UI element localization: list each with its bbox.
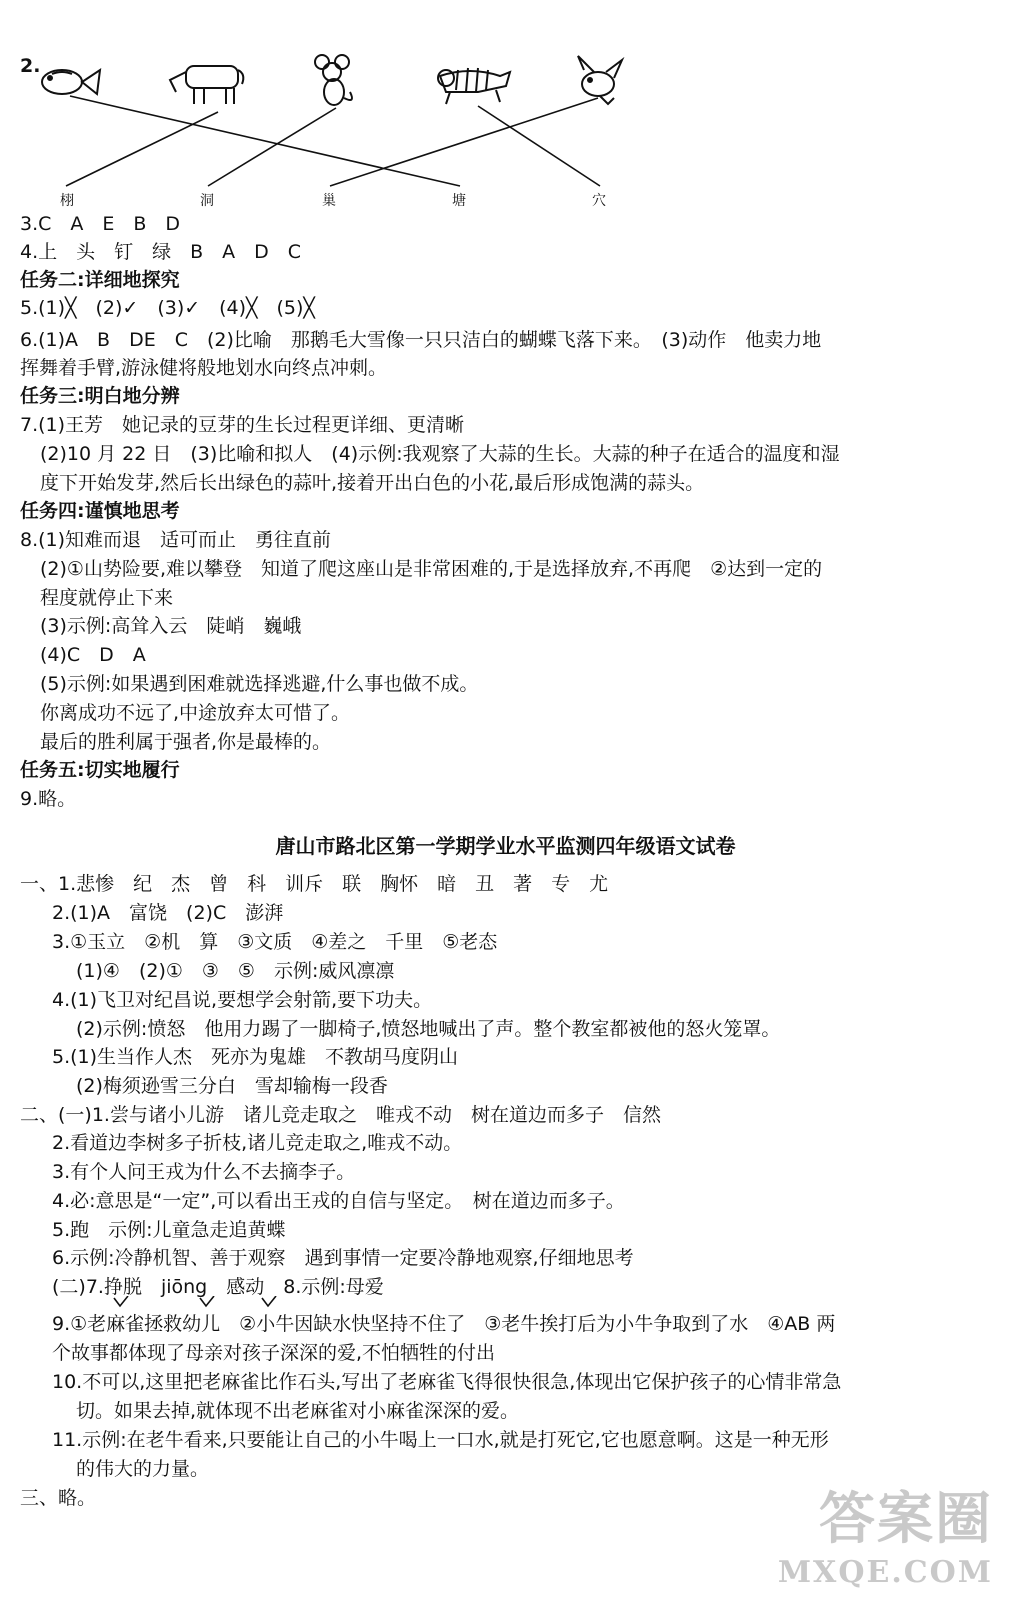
task-5-heading: 任务五:切实地履行 (20, 759, 180, 781)
answer-6-cont: 挥舞着手臂,游泳健将般地划水向终点冲刺。 (20, 357, 388, 379)
task-3-heading: 任务三:明白地分辨 (20, 385, 180, 407)
task-4-heading: 任务四:谨慎地思考 (20, 500, 180, 522)
part2-q5: 5.跑 示例:儿童急走追黄蝶 (52, 1219, 286, 1241)
part3: 三、略。 (20, 1487, 97, 1509)
exam-title: 唐山市路北区第一学期学业水平监测四年级语文试卷 (275, 834, 736, 858)
watermark-logo (778, 1475, 993, 1590)
answer-6: 6.(1)A B DE C (2)比喻 那鹅毛大雪像一只只洁白的蝴蝶飞落下来。 (3)动作 他卖力地 (20, 329, 822, 351)
answer-5: 5.(1)╳ (2)✓ (3)✓ (4)╳ (5)╳ (20, 297, 315, 319)
part2-q7: (二)7.挣脱 jiōng 感动 8.示例:母爱 (52, 1276, 384, 1298)
part2-q11-cont: 的伟大的力量。 (76, 1458, 210, 1480)
answer-4: 4.上 头 钉 绿 B A D C (20, 241, 302, 263)
match-label-2: 洞 (200, 193, 214, 209)
part1-q2: 2.(1)A 富饶 (2)C 澎湃 (52, 902, 284, 924)
watermark-line2: MXQE.COM (777, 1555, 993, 1590)
bird-icon (578, 56, 622, 104)
matching-figure (0, 0, 1011, 220)
part2-q10: 10.不可以,这里把老麻雀比作石头,写出了老麻雀飞得很快很急,体现出它保护孩子的心情非常急 (52, 1371, 842, 1393)
mouse-icon (315, 55, 352, 105)
part1-q4: 4.(1)飞卫对纪昌说,要想学会射箭,要下功夫。 (52, 989, 433, 1011)
answer-8-4: (4)C D A (40, 644, 146, 666)
pinyin-marks (110, 1296, 350, 1310)
matching-lines (66, 96, 600, 186)
answer-7: 7.(1)王芳 她记录的豆芽的生长过程更详细、更清晰 (20, 414, 465, 436)
part1-q3-sub: (1)④ (2)① ③ ⑤ 示例:威风凛凛 (76, 960, 395, 982)
matching-svg (0, 0, 1011, 220)
part1-q1: 一、1.悲惨 纪 杰 曾 科 训斥 联 胸怀 暗 丑 著 专 尤 (20, 873, 609, 895)
part1-q4-2: (2)示例:愤怒 他用力踢了一脚椅子,愤怒地喊出了声。整个教室都被他的怒火笼罩。 (76, 1018, 781, 1040)
question-2-label: 2. (20, 55, 41, 77)
part2-q1: 二、(一)1.尝与诸小儿游 诸儿竞走取之 唯戎不动 树在道边而多子 信然 (20, 1104, 661, 1126)
part2-q2: 2.看道边李树多子折枝,诸儿竞走取之,唯戎不动。 (52, 1132, 463, 1154)
ox-icon (170, 66, 243, 104)
answer-8-1: 8.(1)知难而退 适可而止 勇往直前 (20, 529, 332, 551)
watermark-line1: 答案圈 (819, 1486, 993, 1552)
part1-q3: 3.①玉立 ②机 算 ③文质 ④差之 千里 ⑤老态 (52, 931, 498, 953)
match-label-4: 塘 (452, 193, 466, 209)
part1-q5-2: (2)梅须逊雪三分白 雪却输梅一段香 (76, 1075, 388, 1097)
part1-q5: 5.(1)生当作人杰 死亦为鬼雄 不教胡马度阴山 (52, 1046, 459, 1068)
tiger-icon (438, 68, 510, 104)
part2-q9: 9.①老麻雀拯救幼儿 ②小牛因缺水快坚持不住了 ③老牛挨打后为小牛争取到了水 ④AB 两 (52, 1313, 836, 1335)
part2-q6: 6.示例:冷静机智、善于观察 遇到事情一定要冷静地观察,仔细地思考 (52, 1247, 634, 1269)
part2-q3: 3.有个人问王戎为什么不去摘李子。 (52, 1161, 356, 1183)
match-label-1: 栩 (60, 193, 74, 209)
answer-8-3: (3)示例:高耸入云 陡峭 巍峨 (40, 615, 302, 637)
fish-icon (42, 70, 100, 94)
match-label-3: 巢 (322, 193, 336, 209)
answer-3: 3.C A E B D (20, 213, 181, 235)
part2-q9-cont: 个故事都体现了母亲对孩子深深的爱,不怕牺牲的付出 (52, 1342, 496, 1364)
part2-q11: 11.示例:在老牛看来,只要能让自己的小牛喝上一口水,就是打死它,它也愿意啊。这是一种无形 (52, 1429, 829, 1451)
answer-9: 9.略。 (20, 788, 77, 810)
answer-8-5-b: 你离成功不远了,中途放弃太可惜了。 (40, 702, 351, 724)
answer-8-2: (2)①山势险要,难以攀登 知道了爬这座山是非常困难的,于是选择放弃,不再爬 ②达到一定的 (40, 558, 823, 580)
task-2-heading: 任务二:详细地探究 (20, 269, 180, 291)
answer-8-5-c: 最后的胜利属于强者,你是最棒的。 (40, 731, 332, 753)
answer-7-2: (2)10 月 22 日 (3)比喻和拟人 (4)示例:我观察了大蒜的生长。大蒜的种子在适合的温度和湿 (40, 443, 840, 465)
answer-7-cont: 度下开始发芽,然后长出绿色的蒜叶,接着开出白色的小花,最后形成饱满的蒜头。 (40, 472, 705, 494)
part2-q4: 4.必:意思是“一定”,可以看出王戎的自信与坚定。 树在道边而多子。 (52, 1190, 625, 1212)
match-label-5: 穴 (592, 193, 606, 209)
part2-q10-cont: 切。如果去掉,就体现不出老麻雀对小麻雀深深的爱。 (76, 1400, 520, 1422)
answer-8-2-cont: 程度就停止下来 (40, 587, 174, 609)
answer-8-5: (5)示例:如果遇到困难就选择逃避,什么事也做不成。 (40, 673, 479, 695)
